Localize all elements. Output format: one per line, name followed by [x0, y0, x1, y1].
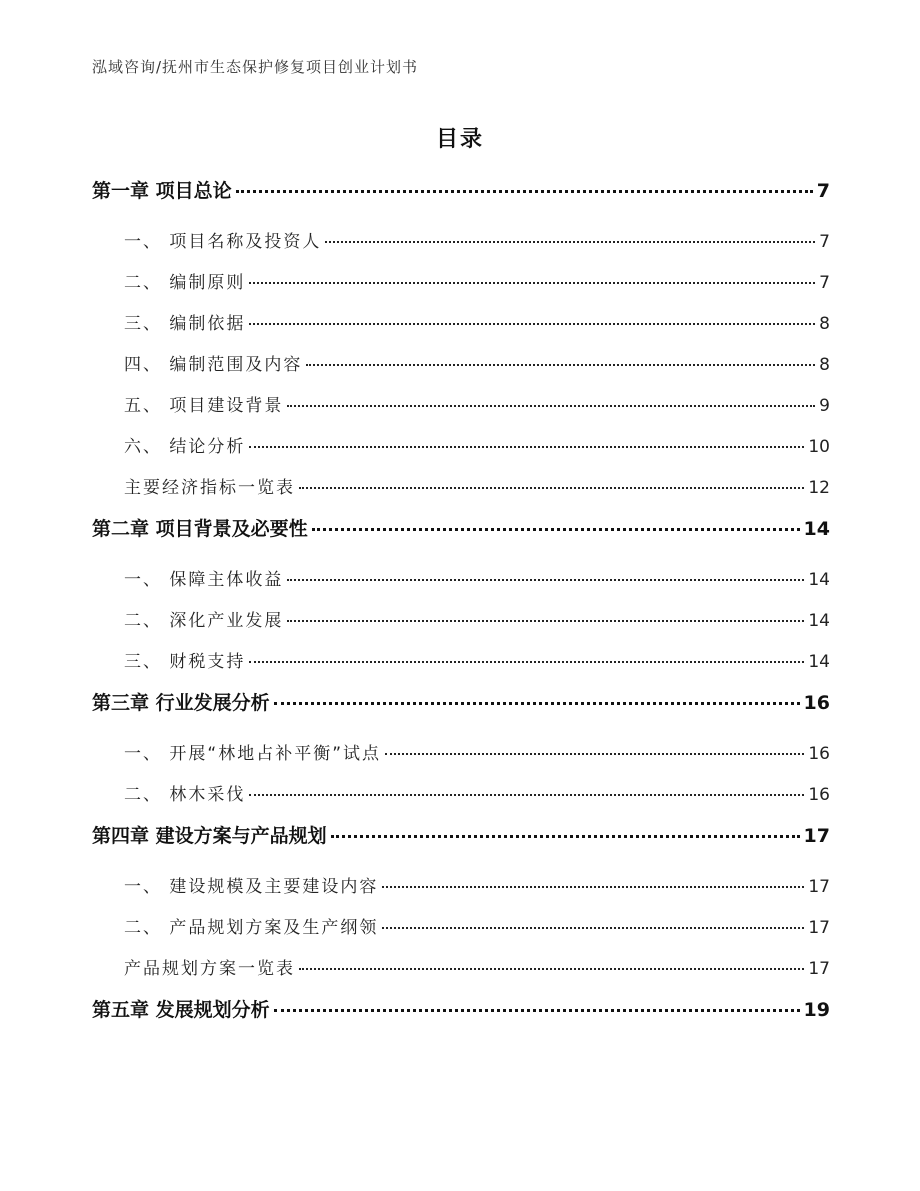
toc-page-number: 16 [808, 785, 830, 805]
toc-entry-label: 第二章 项目背景及必要性 [92, 514, 310, 541]
toc-section-entry[interactable] [92, 391, 830, 432]
dot-leader [287, 620, 804, 622]
toc-section-entry[interactable] [92, 913, 830, 954]
toc-title: 目录 [435, 127, 484, 152]
toc-chapter-entry[interactable] [92, 821, 830, 862]
toc-entry-label: 一、 开展“林地占补平衡”试点 [124, 739, 383, 764]
dot-leader [249, 282, 815, 284]
toc-section-entry[interactable] [92, 268, 830, 309]
dot-leader [325, 241, 815, 243]
toc-page-number: 14 [808, 611, 830, 631]
dot-leader [331, 835, 800, 838]
toc-chapter-entry[interactable] [92, 176, 830, 217]
toc-entry-label: 四、 编制范围及内容 [124, 350, 304, 375]
dot-leader [382, 927, 804, 929]
toc-section-entry[interactable] [92, 227, 830, 268]
toc-page-number: 10 [808, 437, 830, 457]
dot-leader [249, 661, 804, 663]
dot-leader [274, 1009, 800, 1012]
toc-page-number: 16 [803, 692, 830, 714]
toc-page-number: 8 [819, 314, 830, 334]
toc-page-number: 17 [808, 959, 830, 979]
toc-page-number: 17 [808, 918, 830, 938]
dot-leader [236, 190, 813, 193]
toc-entry-label: 三、 编制依据 [124, 309, 247, 334]
toc-page-number: 12 [808, 478, 830, 498]
toc-section-entry[interactable] [92, 954, 830, 995]
toc-section-entry[interactable] [92, 780, 830, 821]
toc-page-number: 8 [819, 355, 830, 375]
toc-page-number: 14 [808, 570, 830, 590]
spacer [92, 862, 830, 872]
toc-entry-label: 六、 结论分析 [124, 432, 247, 457]
toc-page-number: 7 [819, 273, 830, 293]
toc-page-number: 19 [803, 999, 830, 1021]
spacer [92, 217, 830, 227]
toc-section-entry[interactable] [92, 565, 830, 606]
running-header: 泓域咨询/抚州市生态保护修复项目创业计划书 [92, 58, 419, 76]
toc-entry-label: 第三章 行业发展分析 [92, 688, 272, 715]
toc-section-entry[interactable] [92, 432, 830, 473]
dot-leader [287, 579, 804, 581]
dot-leader [385, 753, 804, 755]
table-of-contents [92, 176, 830, 1046]
dot-leader [306, 364, 815, 366]
toc-entry-label: 二、 产品规划方案及生产纲领 [124, 913, 380, 938]
toc-chapter-entry[interactable] [92, 688, 830, 729]
dot-leader [249, 794, 804, 796]
toc-entry-label: 一、 保障主体收益 [124, 565, 285, 590]
toc-section-entry[interactable] [92, 350, 830, 391]
dot-leader [249, 323, 815, 325]
toc-entry-label: 第五章 发展规划分析 [92, 995, 272, 1022]
toc-entry-label: 一、 建设规模及主要建设内容 [124, 872, 380, 897]
toc-entry-label: 一、 项目名称及投资人 [124, 227, 323, 252]
toc-section-entry[interactable] [92, 606, 830, 647]
toc-page-number: 14 [808, 652, 830, 672]
dot-leader [382, 886, 804, 888]
toc-section-entry[interactable] [92, 473, 830, 514]
toc-entry-label: 二、 深化产业发展 [124, 606, 285, 631]
toc-page-number: 7 [816, 180, 830, 202]
dot-leader [299, 968, 804, 970]
spacer [92, 1036, 830, 1046]
toc-section-entry[interactable] [92, 739, 830, 780]
dot-leader [299, 487, 804, 489]
dot-leader [287, 405, 815, 407]
toc-page-number: 16 [808, 744, 830, 764]
toc-entry-label: 第四章 建设方案与产品规划 [92, 821, 329, 848]
toc-section-entry[interactable] [92, 309, 830, 350]
dot-leader [249, 446, 804, 448]
toc-entry-label: 五、 项目建设背景 [124, 391, 285, 416]
toc-entry-label: 主要经济指标一览表 [124, 473, 297, 498]
toc-page-number: 14 [803, 518, 830, 540]
spacer [92, 555, 830, 565]
spacer [92, 729, 830, 739]
toc-entry-label: 产品规划方案一览表 [124, 954, 297, 979]
toc-page-number: 17 [803, 825, 830, 847]
toc-entry-label: 三、 财税支持 [124, 647, 247, 672]
toc-page-number: 9 [819, 396, 830, 416]
toc-chapter-entry[interactable] [92, 995, 830, 1036]
toc-entry-label: 二、 林木采伐 [124, 780, 247, 805]
toc-entry-label: 二、 编制原则 [124, 268, 247, 293]
toc-chapter-entry[interactable] [92, 514, 830, 555]
toc-section-entry[interactable] [92, 872, 830, 913]
toc-section-entry[interactable] [92, 647, 830, 688]
toc-page-number: 17 [808, 877, 830, 897]
toc-page-number: 7 [819, 232, 830, 252]
toc-entry-label: 第一章 项目总论 [92, 176, 234, 203]
dot-leader [274, 702, 800, 705]
dot-leader [312, 528, 800, 531]
